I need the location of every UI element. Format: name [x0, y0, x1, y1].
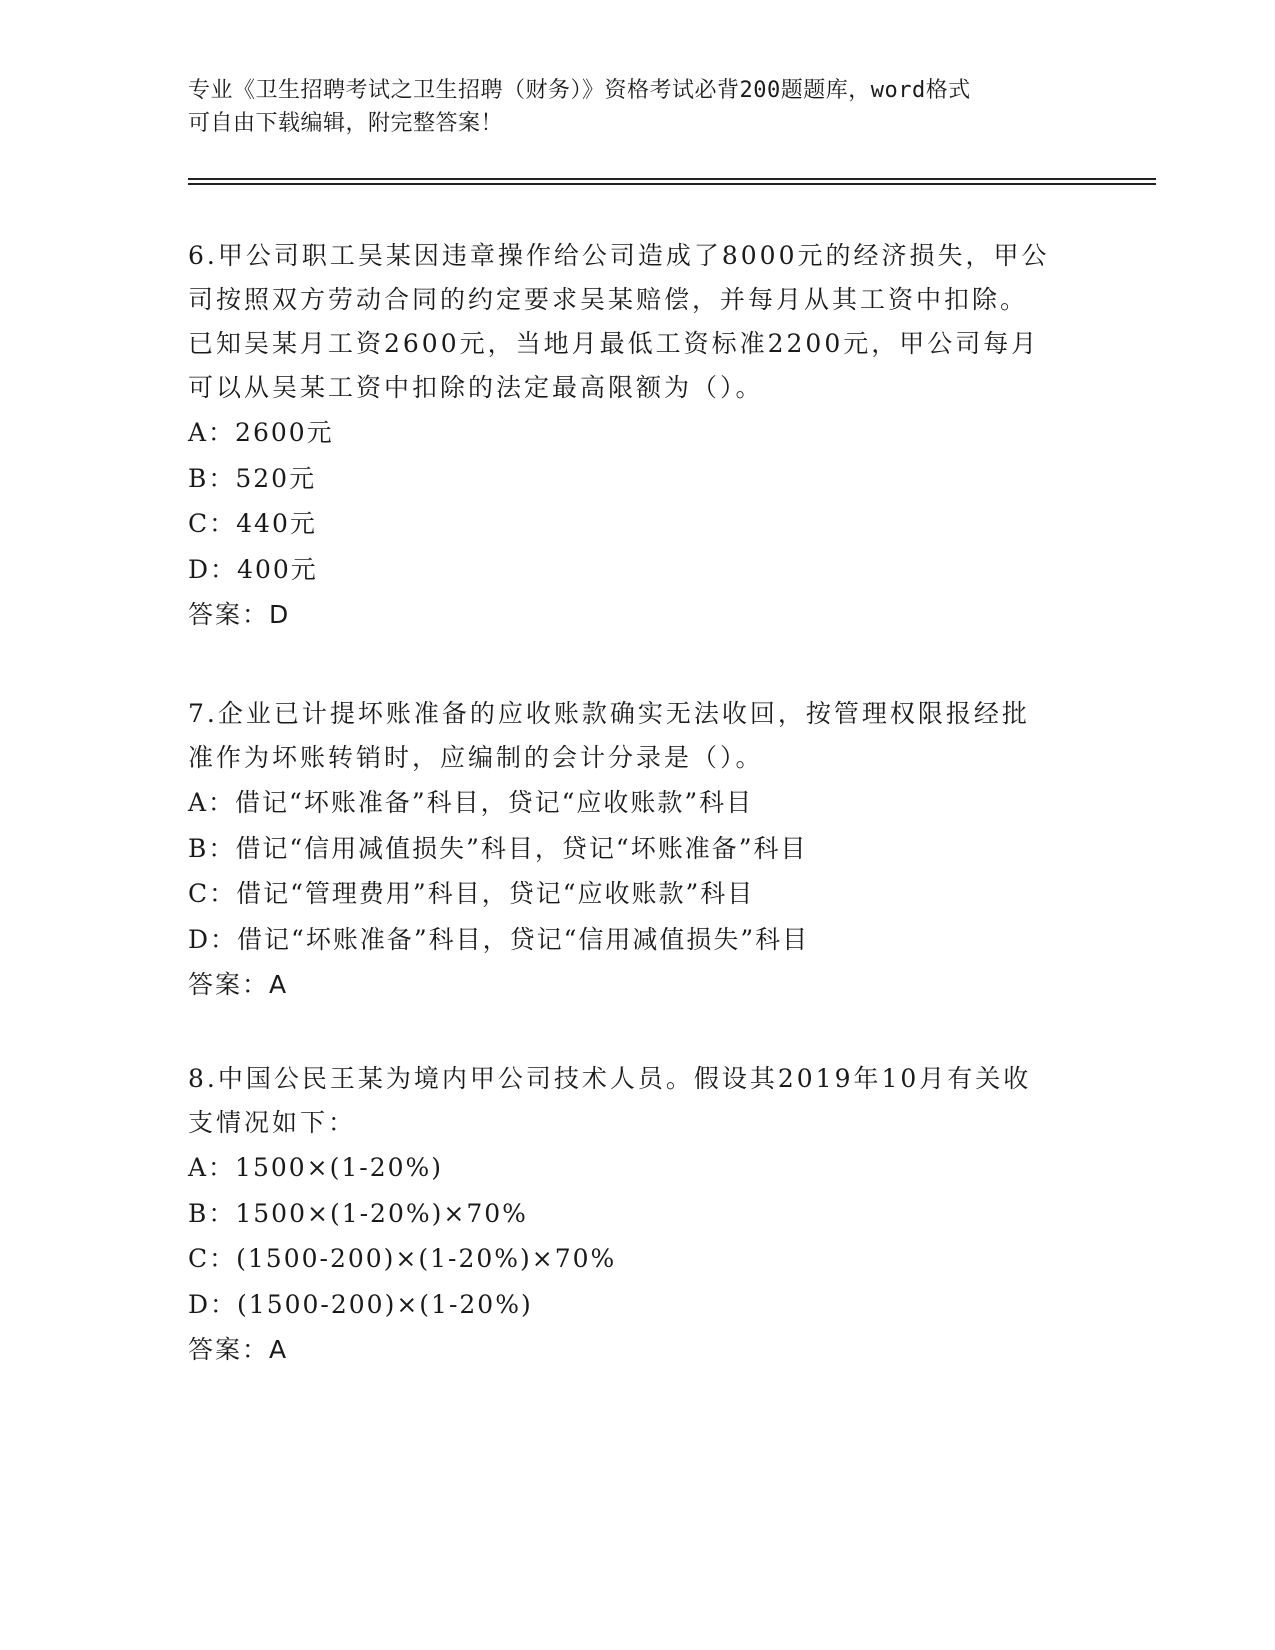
question-stem-line: 支情况如下：: [188, 1108, 357, 1137]
document-header: [188, 74, 1068, 140]
question-stem-line: 司按照双方劳动合同的约定要求吴某赔偿，并每月从其工资中扣除。: [188, 285, 1029, 314]
answer-label: 答案：A: [188, 1335, 289, 1364]
question-8: [188, 1057, 1088, 1373]
option-d: D：借记“坏账准备”科目，贷记“信用减值损失”科目: [188, 924, 810, 954]
option-d: D：(1500-200)×(1-20%): [188, 1289, 533, 1319]
answer-label: 答案：D: [188, 600, 291, 629]
option-d: D：400元: [188, 554, 318, 584]
option-a: A：1500×(1-20%): [188, 1153, 444, 1182]
header-title-line-2: 可自由下载编辑，附完整答案！: [188, 111, 504, 136]
answer-label: 答案：A: [188, 970, 289, 999]
question-stem-line: 8.中国公民王某为境内甲公司技术人员。假设其2019年10月有关收: [188, 1064, 1032, 1093]
option-a: A：借记“坏账准备”科目，贷记“应收账款”科目: [188, 788, 754, 817]
option-b: B：1500×(1-20%)×70%: [188, 1198, 528, 1228]
question-stem-line: 已知吴某月工资2600元，当地月最低工资标准2200元，甲公司每月: [188, 329, 1040, 358]
question-stem-line: 7.企业已计提坏账准备的应收账款确实无法收回，按管理权限报经批: [188, 699, 1030, 728]
question-stem-line: 准作为坏账转销时，应编制的会计分录是（）。: [188, 743, 764, 772]
question-stem-line: 6.甲公司职工吴某因违章操作给公司造成了8000元的经济损失，甲公: [188, 241, 1050, 270]
option-c: C：(1500-200)×(1-20%)×70%: [188, 1244, 617, 1273]
option-c: C：440元: [188, 509, 317, 538]
header-title-line-1: 专业《卫生招聘考试之卫生招聘（财务）》资格考试必背200题题库，word格式: [188, 78, 971, 103]
header-divider-bottom: [188, 183, 1156, 185]
header-divider-top: [188, 178, 1156, 180]
option-b: B：借记“信用减值损失”科目，贷记“坏账准备”科目: [188, 833, 808, 863]
option-a: A：2600元: [188, 418, 334, 447]
question-7: [188, 692, 1088, 1008]
question-6: [188, 234, 1088, 638]
option-c: C：借记“管理费用”科目，贷记“应收账款”科目: [188, 879, 755, 908]
question-stem-line: 可以从吴某工资中扣除的法定最高限额为（）。: [188, 373, 764, 402]
option-b: B：520元: [188, 463, 317, 493]
